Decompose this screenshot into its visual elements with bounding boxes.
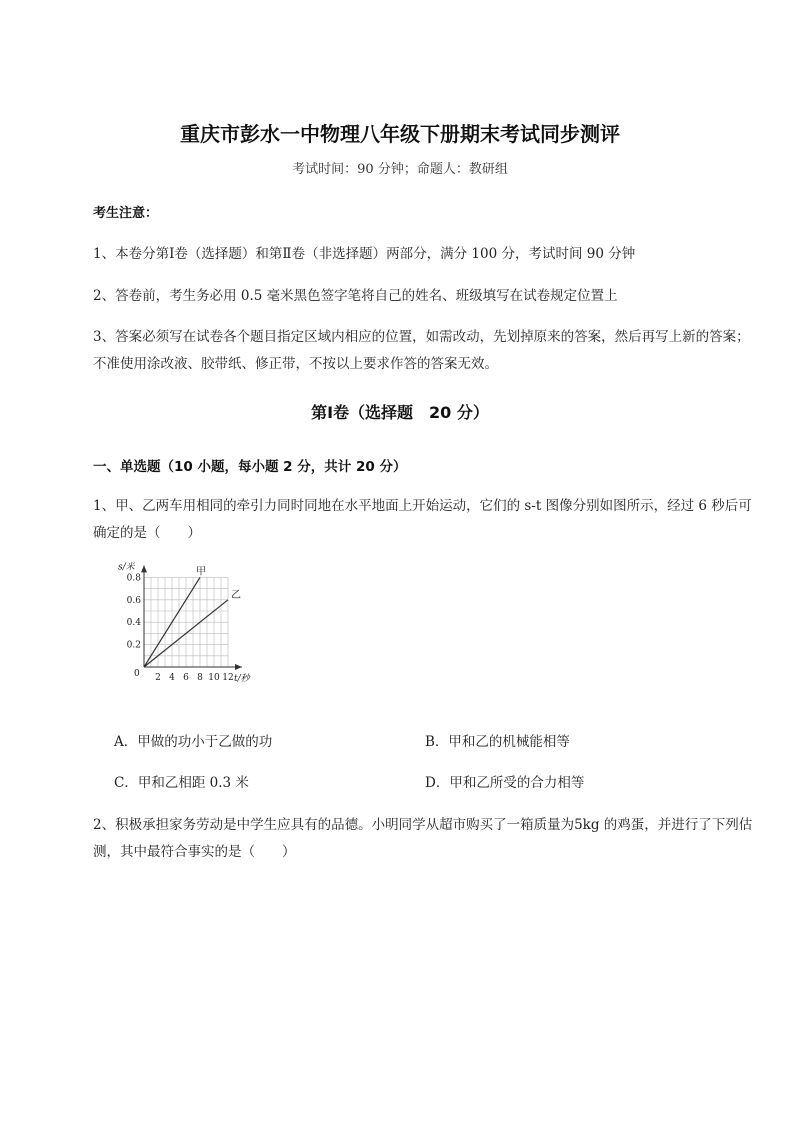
- origin-label: 0: [134, 669, 140, 679]
- notice-item: 1、本卷分第Ⅰ卷（选择题）和第Ⅱ卷（非选择题）两部分，满分 100 分，考试时间 90 分钟: [93, 246, 636, 262]
- part-heading: 一、单选题（10 小题，每小题 2 分，共计 20 分）: [93, 459, 407, 475]
- y-axis-arrow: [141, 565, 147, 572]
- x-axis-label: t/秒: [234, 674, 250, 684]
- option-d: D．甲和乙所受的合力相等: [425, 775, 585, 791]
- option-c: C．甲和乙相距 0.3 米: [114, 775, 249, 791]
- y-tick-label: 0.8: [126, 573, 141, 584]
- x-axis-arrow: [235, 664, 242, 670]
- page-title: 重庆市彭水一中物理八年级下册期末考试同步测评: [180, 122, 620, 146]
- st-graph: [112, 562, 272, 692]
- option-b: B．甲和乙的机械能相等: [425, 734, 570, 750]
- notice-item: 2、答卷前，考生务必用 0.5 毫米黑色签字笔将自己的姓名、班级填写在试卷规定位置上: [93, 288, 618, 304]
- y-tick-label: 0.2: [126, 640, 141, 651]
- y-tick-label: 0.4: [126, 618, 141, 629]
- section-title: 第Ⅰ卷（选择题 20 分）: [311, 403, 489, 422]
- x-tick-label: 6: [183, 673, 189, 683]
- notice-heading: 考生注意：: [93, 206, 159, 221]
- x-tick-label: 4: [169, 673, 175, 683]
- notice-item: 3、答案必须写在试卷各个题目指定区域内相应的位置，如需改动，先划掉原来的答案，然后再写上新的答案；不准使用涂改液、胶带纸、修正带，不按以上要求作答的答案无效。: [93, 329, 750, 372]
- question-1-text: 1、甲、乙两车用相同的牵引力同时同地在水平地面上开始运动，它们的 s-t 图像分别如图所示，经过 6 秒后可确定的是（ ）: [93, 498, 752, 541]
- page-subtitle: 考试时间：90 分钟；命题人：教研组: [292, 162, 508, 177]
- x-tick-label: 10: [208, 673, 220, 683]
- series-label: 乙: [231, 589, 241, 601]
- x-tick-label: 12: [222, 673, 234, 683]
- y-axis-label: s/米: [118, 562, 135, 573]
- question-2-text: 2、积极承担家务劳动是中学生应具有的品德。小明同学从超市购买了一箱质量为5kg 的鸡蛋，并进行了下列估测，其中最符合事实的是（ ）: [93, 817, 753, 860]
- option-a: A．甲做的功小于乙做的功: [114, 734, 273, 750]
- x-tick-label: 2: [155, 673, 161, 683]
- y-tick-label: 0.6: [126, 595, 141, 606]
- x-tick-label: 8: [197, 673, 203, 683]
- series-label: 甲: [196, 566, 206, 578]
